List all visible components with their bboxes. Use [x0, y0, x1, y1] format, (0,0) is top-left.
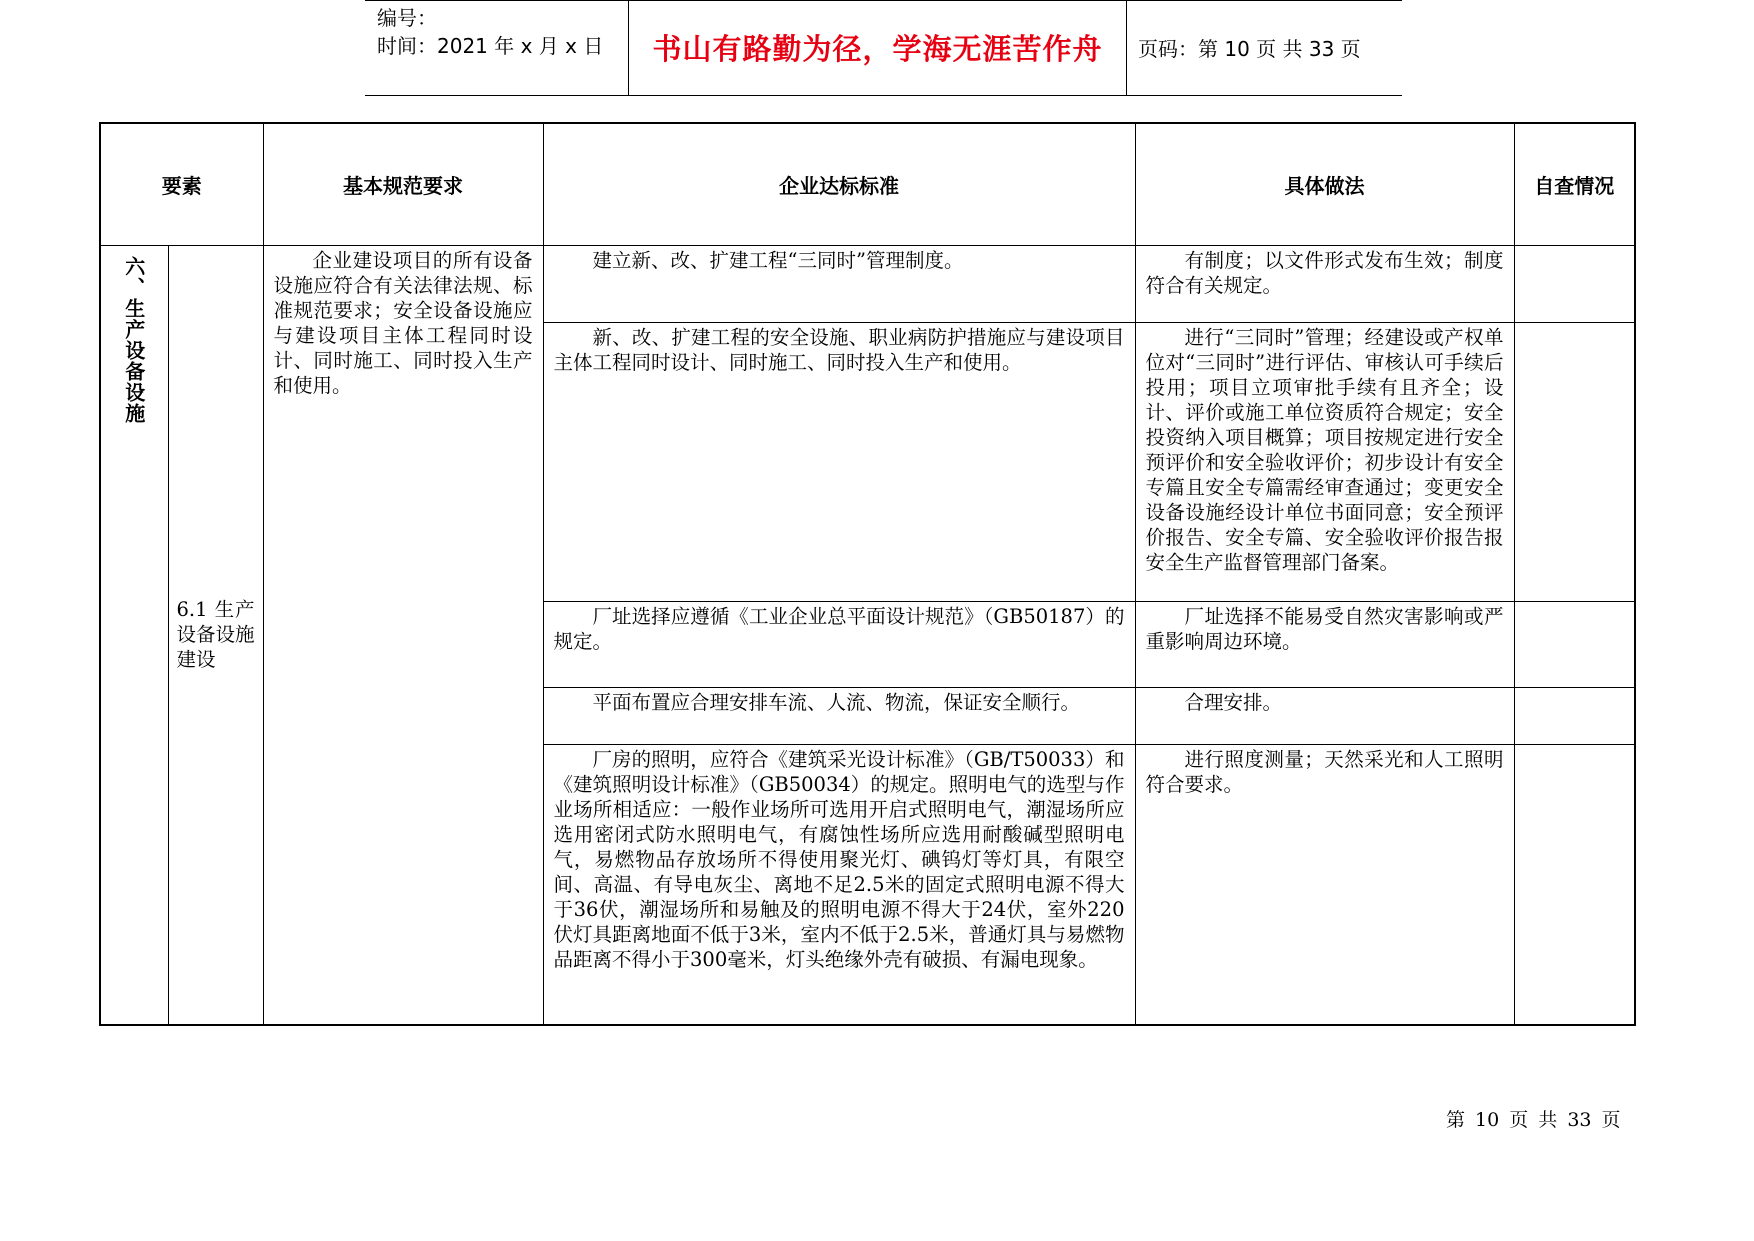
method-cell	[1135, 602, 1514, 688]
self-check-cell[interactable]	[1514, 688, 1635, 745]
header-method: 具体做法	[1135, 123, 1514, 246]
standard-text: 平面布置应合理安排车流、人流、物流，保证安全顺行。	[592, 691, 1081, 714]
header-right	[1126, 0, 1402, 95]
standard-cell	[543, 745, 1135, 1025]
method-text: 进行“三同时”管理；经建设或产权单位对“三同时”进行评估、审核认可手续后投用；项目立项审批手续有且齐全；设计、评价或施工单位资质符合规定；安全投资纳入项目概算；项目按规定进行安全预评价和安全验收评价；初步设计有安全专篇且安全专篇需经审查通过；变更安全设备设施经设计单位书面同意；安全预评价报告、安全专篇、安全验收评价报告报安全生产监督管理部门备案。	[1145, 326, 1504, 574]
self-check-text	[1515, 745, 1635, 749]
standard-cell	[543, 602, 1135, 688]
standard-text: 建立新、改、扩建工程“三同时”管理制度。	[592, 249, 964, 272]
header-self-check: 自查情况	[1514, 123, 1635, 246]
header-left	[365, 0, 628, 95]
standards-table	[99, 122, 1636, 1026]
method-text: 进行照度测量；天然采光和人工照明符合要求。	[1145, 748, 1504, 796]
method-cell	[1135, 246, 1514, 323]
header-element: 要素	[100, 123, 263, 246]
method-cell	[1135, 745, 1514, 1025]
standard-cell	[543, 688, 1135, 745]
section-cell	[100, 246, 168, 1025]
self-check-cell[interactable]	[1514, 246, 1635, 323]
self-check-cell[interactable]	[1514, 745, 1635, 1025]
method-cell	[1135, 323, 1514, 602]
motto: 书山有路勤为径，学海无涯苦作舟	[652, 32, 1103, 66]
self-check-cell[interactable]	[1514, 602, 1635, 688]
page-header	[365, 0, 1402, 96]
method-cell	[1135, 688, 1514, 745]
header-center	[628, 0, 1127, 95]
self-check-text	[1515, 602, 1635, 606]
subsection-cell	[168, 246, 263, 1025]
basic-requirement-cell	[263, 246, 543, 1025]
standard-text: 厂房的照明，应符合《建筑采光设计标准》（GB/T50033）和《建筑照明设计标准》（GB50034）的规定。照明电气的选型与作业场所相适应：一般作业场所可选用开启式照明电气，潮湿场所应选用密闭式防水照明电气，有腐蚀性场所应选用耐酸碱型照明电气，易燃物品存放场所不得使用聚光灯、碘钨灯等灯具，有限空间、高温、有导电灰尘、离地不足2.5米的固定式照明电源不得大于36伏，潮湿场所和易触及的照明电源不得大于24伏，室外220伏灯具距离地面不低于3米，室内不低于2.5米，普通灯具与易燃物品距离不得小于300毫米，灯头绝缘外壳有破损、有漏电现象。	[553, 748, 1125, 971]
method-text: 有制度；以文件形式发布生效；制度符合有关规定。	[1145, 249, 1504, 297]
standard-cell	[543, 246, 1135, 323]
doc-number-label: 编号：	[377, 6, 437, 30]
standard-cell	[543, 323, 1135, 602]
table-header-row	[100, 123, 1635, 246]
basic-requirement-text: 企业建设项目的所有设备设施应符合有关法律法规、标准规范要求；安全设备设施应与建设项目主体工程同时设计、同时施工、同时投入生产和使用。	[273, 249, 533, 397]
page-info: 页码：第 10 页 共 33 页	[1138, 37, 1361, 61]
standard-text: 新、改、扩建工程的安全设施、职业病防护措施应与建设项目主体工程同时设计、同时施工、同时投入生产和使用。	[553, 326, 1125, 374]
table-row	[100, 246, 1635, 323]
method-text: 厂址选择不能易受自然灾害影响或严重影响周边环境。	[1145, 605, 1504, 653]
self-check-text	[1515, 323, 1635, 327]
standard-text: 厂址选择应遵循《工业企业总平面设计规范》（GB50187）的规定。	[553, 605, 1125, 653]
self-check-text	[1515, 688, 1635, 692]
method-text: 合理安排。	[1184, 691, 1283, 714]
section-title: 六、生产设备设施	[121, 256, 146, 424]
self-check-text	[1515, 246, 1635, 250]
subsection-title: 6.1 生产设备设施建设	[176, 598, 255, 672]
header-standard: 企业达标标准	[543, 123, 1135, 246]
date-line: 时间：2021 年 x 月 x 日	[377, 34, 604, 58]
page-footer: 第 10 页 共 33 页	[1446, 1109, 1621, 1131]
self-check-cell[interactable]	[1514, 323, 1635, 602]
header-basic-requirement: 基本规范要求	[263, 123, 543, 246]
